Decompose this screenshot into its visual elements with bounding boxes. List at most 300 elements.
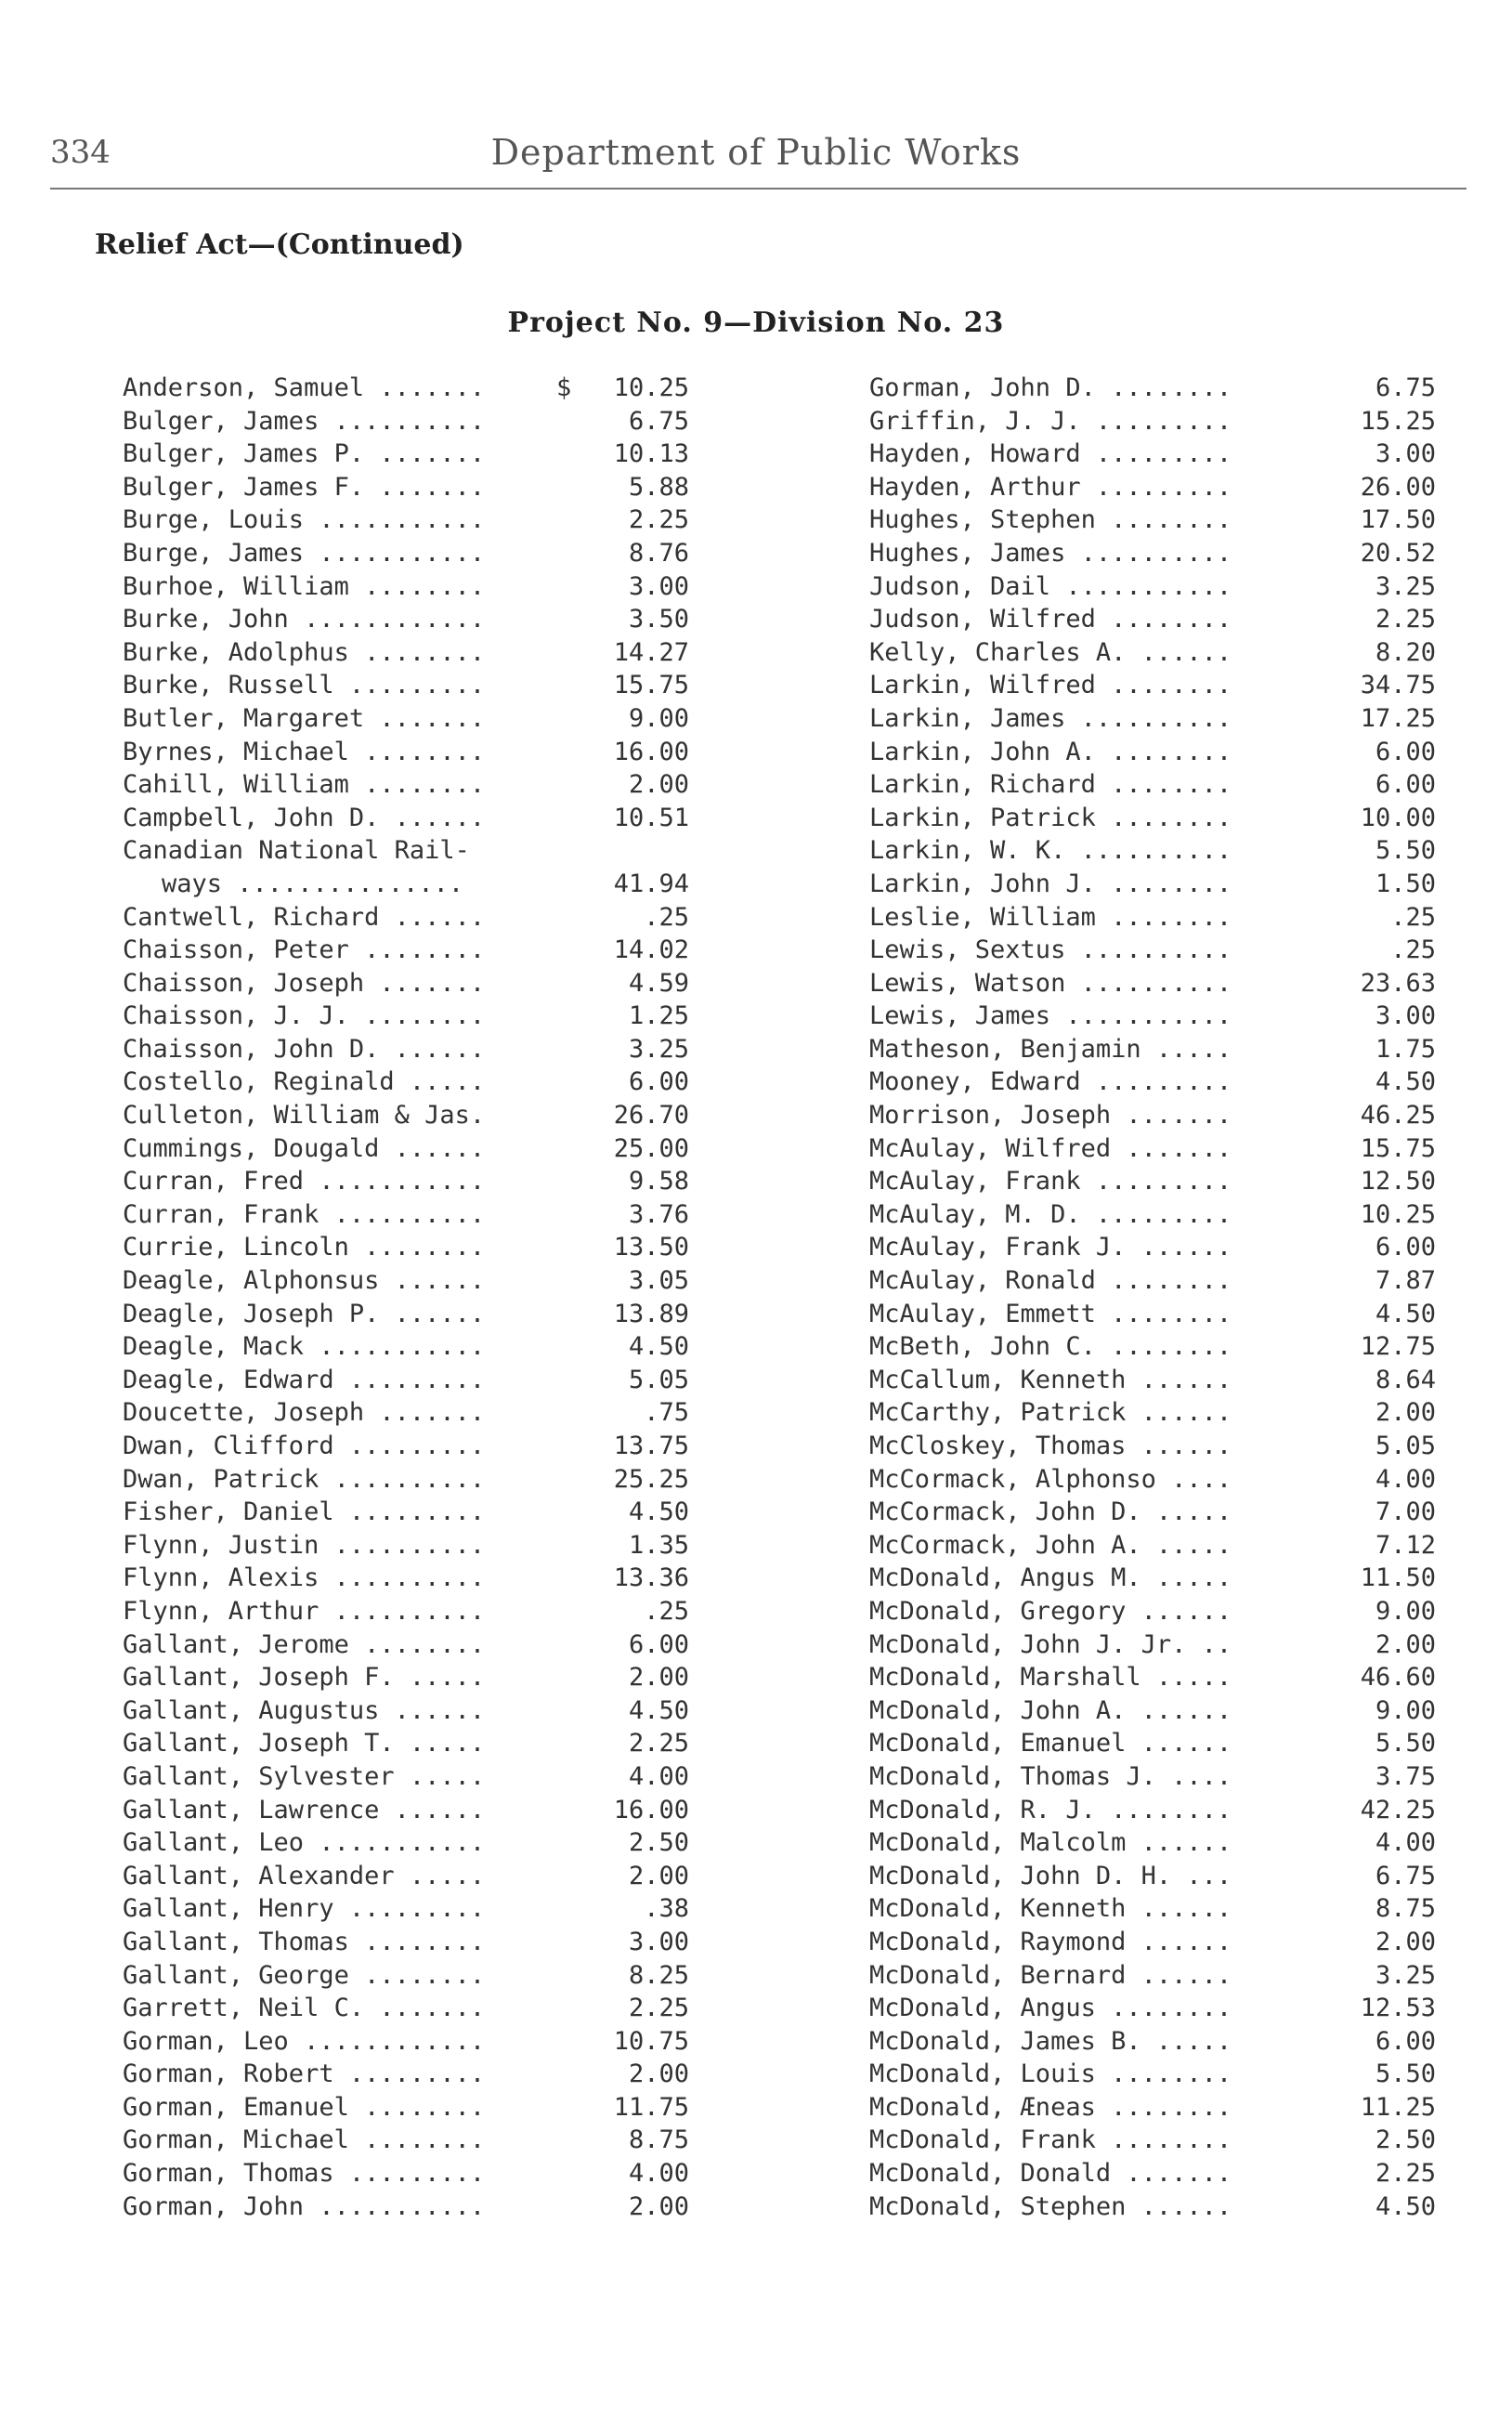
payee-name: Burhoe, William ........ <box>123 571 486 601</box>
section-title: Relief Act—(Continued) <box>95 229 464 261</box>
ledger-row <box>869 1231 1436 1264</box>
ledger-row <box>123 669 689 702</box>
ledger-row <box>123 768 689 802</box>
payee-name: McCloskey, Thomas ...... <box>869 1432 1232 1460</box>
ledger-row <box>869 2025 1436 2059</box>
ledger-row <box>123 372 689 405</box>
ledger-row <box>869 1430 1436 1463</box>
ledger-row <box>869 669 1436 702</box>
ledger-row <box>869 1694 1436 1728</box>
payment-amount: 7.12 <box>1375 1530 1436 1560</box>
payee-name: Burke, John ............ <box>123 605 486 634</box>
payment-amount: 11.50 <box>1360 1563 1436 1593</box>
payee-name: Larkin, Richard ........ <box>869 770 1232 800</box>
payee-name: Mooney, Edward ......... <box>869 1067 1232 1097</box>
payment-amount: 13.75 <box>613 1432 689 1460</box>
payment-amount: 2.00 <box>628 770 689 800</box>
payment-amount: 2.00 <box>1375 1629 1436 1659</box>
payment-amount: 5.05 <box>1375 1432 1436 1460</box>
payee-name: Bulger, James .......... <box>123 406 486 436</box>
payment-amount: 6.00 <box>628 1629 689 1659</box>
payee-name: Gallant, Henry ......... <box>123 1894 486 1924</box>
payment-amount: 8.75 <box>1375 1894 1436 1924</box>
payment-amount: 1.75 <box>1375 1034 1436 1064</box>
payee-name: Deagle, Mack ........... <box>123 1332 486 1362</box>
payment-amount: 15.25 <box>1360 406 1436 436</box>
payee-name: Chaisson, Peter ........ <box>123 935 486 965</box>
ledger-row <box>869 1892 1436 1926</box>
payee-name: Hayden, Arthur ......... <box>869 472 1232 502</box>
payee-name: McDonald, Raymond ...... <box>869 1927 1232 1956</box>
payment-amount: 2.25 <box>628 1729 689 1759</box>
ledger-row <box>869 901 1436 935</box>
payee-name: Flynn, Alexis .......... <box>123 1563 486 1593</box>
payee-name: Leslie, William ........ <box>869 902 1232 932</box>
payment-amount: 4.50 <box>628 1695 689 1725</box>
payee-name: Deagle, Joseph P. ...... <box>123 1299 486 1328</box>
payee-name: Burke, Russell ......... <box>123 671 486 700</box>
payment-amount: 8.64 <box>1375 1365 1436 1394</box>
payment-amount: 20.52 <box>1360 538 1436 568</box>
payment-amount: 17.50 <box>1360 505 1436 535</box>
payee-name: Gorman, John D. ........ <box>869 373 1232 402</box>
ledger-row <box>869 1926 1436 1959</box>
ledger-row <box>869 438 1436 471</box>
payment-amount: 2.00 <box>1375 1398 1436 1428</box>
payment-amount: 46.60 <box>1360 1663 1436 1693</box>
payment-amount: 8.20 <box>1375 637 1436 667</box>
payment-amount: 4.00 <box>628 2159 689 2189</box>
ledger-row <box>869 1099 1436 1132</box>
payment-amount: .25 <box>644 1596 689 1626</box>
payee-name: McAulay, M. D. ......... <box>869 1199 1232 1229</box>
ledger-row <box>123 1595 689 1628</box>
ledger-row <box>123 1794 689 1827</box>
payee-name: Gorman, Emanuel ........ <box>123 2092 486 2122</box>
ledger-row <box>869 1298 1436 1331</box>
ledger-row <box>869 1595 1436 1628</box>
payment-amount: 6.75 <box>1375 1861 1436 1890</box>
ledger-row <box>123 1760 689 1794</box>
payment-amount: 11.25 <box>1360 2092 1436 2122</box>
payee-name: Curran, Frank .......... <box>123 1199 486 1229</box>
payee-name: McCormack, John D. ..... <box>869 1497 1232 1527</box>
payment-amount: 11.75 <box>613 2092 689 2122</box>
payee-name: McDonald, Angus M. ..... <box>869 1563 1232 1593</box>
payee-name: Deagle, Alphonsus ...... <box>123 1266 486 1296</box>
payee-name: Gorman, John ........... <box>123 2191 486 2221</box>
payment-amount: .25 <box>644 902 689 932</box>
payment-amount: 25.00 <box>613 1133 689 1163</box>
payee-name: Gallant, George ........ <box>123 1960 486 1990</box>
ledger-row <box>123 537 689 570</box>
payment-amount: 13.89 <box>613 1299 689 1328</box>
ledger-row <box>869 1463 1436 1497</box>
ledger-row <box>869 1364 1436 1397</box>
dollar-sign: $ <box>556 373 572 402</box>
ledger-row <box>123 2190 689 2224</box>
payee-name: Dwan, Patrick .......... <box>123 1464 486 1494</box>
payee-name: McAulay, Ronald ........ <box>869 1266 1232 1296</box>
payee-name: McDonald, R. J. ........ <box>869 1795 1232 1824</box>
ledger-row <box>869 834 1436 868</box>
payee-name: Larkin, Wilfred ........ <box>869 671 1232 700</box>
payee-name: McCallum, Kenneth ...... <box>869 1365 1232 1394</box>
payee-name: ways ............... <box>162 869 464 898</box>
header-rule <box>50 188 1466 190</box>
payment-amount: 10.00 <box>1360 803 1436 832</box>
payee-name: Cummings, Dougald ...... <box>123 1133 486 1163</box>
payee-name: Anderson, Samuel ....... <box>123 373 486 402</box>
ledger-row <box>123 1430 689 1463</box>
payee-name: Griffin, J. J. ......... <box>869 406 1232 436</box>
ledger-row <box>123 1033 689 1066</box>
ledger-row <box>123 438 689 471</box>
ledger-row <box>869 1496 1436 1529</box>
payment-amount: 1.50 <box>1375 869 1436 898</box>
payment-amount: 6.00 <box>628 1067 689 1097</box>
payment-amount: 4.00 <box>1375 1464 1436 1494</box>
payee-name: Gallant, Lawrence ...... <box>123 1795 486 1824</box>
ledger-row <box>869 2157 1436 2190</box>
ledger-row <box>123 1198 689 1232</box>
payment-amount: 5.50 <box>1375 2059 1436 2089</box>
ledger-row <box>869 2058 1436 2091</box>
payee-name: Gallant, Thomas ........ <box>123 1927 486 1956</box>
payment-amount: 3.50 <box>628 605 689 634</box>
payment-amount: 2.00 <box>1375 1927 1436 1956</box>
payment-amount: 13.36 <box>613 1563 689 1593</box>
ledger-row <box>869 1330 1436 1364</box>
ledger-row <box>869 1132 1436 1166</box>
ledger-row <box>123 1231 689 1264</box>
payment-amount: 5.50 <box>1375 1729 1436 1759</box>
payment-amount: 12.75 <box>1360 1332 1436 1362</box>
payment-amount: 1.25 <box>628 1001 689 1031</box>
project-title: Project No. 9—Division No. 23 <box>507 307 1005 339</box>
payee-name: Judson, Dail ........... <box>869 571 1232 601</box>
payee-name: Kelly, Charles A. ...... <box>869 637 1232 667</box>
payee-name: Cahill, William ........ <box>123 770 486 800</box>
payment-amount: 3.25 <box>1375 1960 1436 1990</box>
payment-amount: 26.00 <box>1360 472 1436 502</box>
ledger-row <box>123 1463 689 1497</box>
payee-name: Flynn, Justin .......... <box>123 1530 486 1560</box>
payee-name: Fisher, Daniel ......... <box>123 1497 486 1527</box>
payment-amount: 46.25 <box>1360 1101 1436 1131</box>
ledger-row <box>869 503 1436 537</box>
payment-amount: 6.00 <box>1375 2026 1436 2056</box>
payment-amount: 13.50 <box>613 1233 689 1262</box>
payment-amount: 26.70 <box>613 1101 689 1131</box>
payment-amount: 3.00 <box>628 1927 689 1956</box>
ledger-row <box>869 471 1436 504</box>
payment-amount: 4.50 <box>1375 1299 1436 1328</box>
payment-amount: 3.00 <box>1375 439 1436 469</box>
ledger-row <box>869 537 1436 570</box>
ledger-row <box>123 1396 689 1430</box>
ledger-row <box>869 1562 1436 1595</box>
ledger-row <box>123 2157 689 2190</box>
ledger-row <box>123 1000 689 1033</box>
payment-amount: 8.76 <box>628 538 689 568</box>
ledger-row <box>123 1066 689 1099</box>
payee-name: McAulay, Frank J. ...... <box>869 1233 1232 1262</box>
ledger-row <box>869 1000 1436 1033</box>
payee-name: Canadian National Rail- <box>123 836 470 866</box>
payment-amount: 12.50 <box>1360 1167 1436 1196</box>
payment-amount: 10.13 <box>613 439 689 469</box>
payee-name: Gorman, Thomas ......... <box>123 2159 486 2189</box>
payee-name: McDonald, John J. Jr. .. <box>869 1629 1232 1659</box>
ledger-row <box>869 405 1436 438</box>
payee-name: Culleton, William & Jas. <box>123 1101 486 1131</box>
payment-amount: .25 <box>1390 902 1436 932</box>
payment-amount: 3.05 <box>628 1266 689 1296</box>
payment-amount: 23.63 <box>1360 968 1436 998</box>
payee-name: Gallant, Jerome ........ <box>123 1629 486 1659</box>
ledger-row <box>869 1529 1436 1563</box>
ledger-row <box>869 1959 1436 1993</box>
payee-name: Costello, Reginald ..... <box>123 1067 486 1097</box>
payee-name: Gallant, Joseph F. ..... <box>123 1663 486 1693</box>
payee-name: Burge, Louis ........... <box>123 505 486 535</box>
payment-amount: 4.50 <box>1375 1067 1436 1097</box>
payee-name: Larkin, James .......... <box>869 703 1232 733</box>
ledger-row <box>123 901 689 935</box>
payment-amount: 2.00 <box>628 1663 689 1693</box>
ledger-row <box>869 868 1436 901</box>
payment-amount: 2.00 <box>628 1861 689 1890</box>
ledger-row <box>123 702 689 736</box>
ledger-row <box>123 1529 689 1563</box>
payment-amount: 8.25 <box>628 1960 689 1990</box>
ledger-row <box>869 1826 1436 1860</box>
payment-amount: 3.25 <box>1375 571 1436 601</box>
payment-amount: 2.00 <box>628 2191 689 2221</box>
payment-amount: 4.00 <box>628 1761 689 1791</box>
ledger-row <box>123 802 689 835</box>
payee-name: McDonald, Æneas ........ <box>869 2092 1232 2122</box>
ledger-row <box>123 570 689 604</box>
payee-name: Bulger, James F. ....... <box>123 472 486 502</box>
ledger-row <box>123 1496 689 1529</box>
payment-amount: 2.25 <box>1375 2159 1436 2189</box>
payee-name: Morrison, Joseph ....... <box>869 1101 1232 1131</box>
page-number: 334 <box>50 134 111 171</box>
payee-name: Chaisson, John D. ...... <box>123 1034 486 1064</box>
payee-name: Cantwell, Richard ...... <box>123 902 486 932</box>
ledger-row <box>123 2025 689 2059</box>
payment-amount: 12.53 <box>1360 1994 1436 2023</box>
payee-name: McDonald, John D. H. ... <box>869 1861 1232 1890</box>
payment-amount: 6.75 <box>1375 373 1436 402</box>
payee-name: McAulay, Frank ......... <box>869 1167 1232 1196</box>
payee-name: Judson, Wilfred ........ <box>869 605 1232 634</box>
payment-amount: 4.59 <box>628 968 689 998</box>
ledger-row <box>869 1860 1436 1893</box>
ledger-row <box>123 1562 689 1595</box>
payee-name: Doucette, Joseph ....... <box>123 1398 486 1428</box>
ledger-row <box>123 1099 689 1132</box>
payment-amount: .75 <box>644 1398 689 1428</box>
payment-amount: 5.88 <box>628 472 689 502</box>
payee-name: Hughes, Stephen ........ <box>869 505 1232 535</box>
ledger-row <box>123 834 689 868</box>
ledger-row <box>123 1330 689 1364</box>
left-column <box>123 372 689 2223</box>
ledger-row <box>123 1264 689 1298</box>
ledger-row <box>123 2091 689 2125</box>
payment-amount: 9.00 <box>1375 1695 1436 1725</box>
payment-amount: 5.50 <box>1375 836 1436 866</box>
payment-amount: 5.05 <box>628 1365 689 1394</box>
payment-amount: 34.75 <box>1360 671 1436 700</box>
ledger-row <box>869 702 1436 736</box>
ledger-row <box>123 1132 689 1166</box>
payee-name: Currie, Lincoln ........ <box>123 1233 486 1262</box>
payment-amount: 15.75 <box>613 671 689 700</box>
ledger-row <box>123 1165 689 1198</box>
payee-name: McDonald, Kenneth ...... <box>869 1894 1232 1924</box>
payment-amount: 2.00 <box>628 2059 689 2089</box>
ledger-row <box>123 405 689 438</box>
ledger-row <box>123 1661 689 1694</box>
payee-name: Larkin, Patrick ........ <box>869 803 1232 832</box>
ledger-row <box>869 1727 1436 1760</box>
payee-name: Lewis, Watson .......... <box>869 968 1232 998</box>
payment-amount: 2.50 <box>1375 2125 1436 2155</box>
payee-name: Flynn, Arthur .......... <box>123 1596 486 1626</box>
payment-amount: 6.00 <box>1375 737 1436 766</box>
right-column <box>869 372 1436 2223</box>
payment-amount: 16.00 <box>613 737 689 766</box>
payee-name: Butler, Margaret ....... <box>123 703 486 733</box>
ledger-row <box>123 1959 689 1993</box>
ledger-row <box>869 1760 1436 1794</box>
payment-amount: 4.50 <box>628 1497 689 1527</box>
payment-amount: 4.50 <box>1375 2191 1436 2221</box>
payment-amount: 6.00 <box>1375 1233 1436 1262</box>
payment-amount: 3.00 <box>1375 1001 1436 1031</box>
ledger-row <box>869 570 1436 604</box>
ledger-row <box>869 736 1436 769</box>
ledger-row <box>869 2091 1436 2125</box>
payment-amount: 4.50 <box>628 1332 689 1362</box>
payment-amount: .25 <box>1390 935 1436 965</box>
ledger-row <box>123 736 689 769</box>
payee-name: Burge, James ........... <box>123 538 486 568</box>
payee-name: Curran, Fred ........... <box>123 1167 486 1196</box>
ledger-row <box>123 1628 689 1662</box>
running-head: Department of Public Works <box>490 132 1022 173</box>
payee-name: Byrnes, Michael ........ <box>123 737 486 766</box>
payment-amount: 9.00 <box>1375 1596 1436 1626</box>
payment-amount: 15.75 <box>1360 1133 1436 1163</box>
payment-amount: 3.25 <box>628 1034 689 1064</box>
ledger-row <box>869 768 1436 802</box>
ledger-row <box>869 934 1436 967</box>
payment-amount: 9.00 <box>628 703 689 733</box>
payee-name: Lewis, James ........... <box>869 1001 1232 1031</box>
payee-name: Gorman, Leo ............ <box>123 2026 486 2056</box>
payment-amount: 2.25 <box>1375 605 1436 634</box>
payee-name: McDonald, Thomas J. .... <box>869 1761 1232 1791</box>
ledger-row <box>869 603 1436 636</box>
ledger-row <box>869 1661 1436 1694</box>
payee-name: Gorman, Michael ........ <box>123 2125 486 2155</box>
payment-amount: 8.75 <box>628 2125 689 2155</box>
payee-name: McDonald, Angus ........ <box>869 1994 1232 2023</box>
ledger-row <box>123 934 689 967</box>
ledger-row <box>123 1926 689 1959</box>
ledger-row <box>123 1992 689 2025</box>
payment-amount: 10.51 <box>613 803 689 832</box>
ledger-row <box>123 2058 689 2091</box>
payment-amount: 3.75 <box>1375 1761 1436 1791</box>
payee-name: McDonald, James B. ..... <box>869 2026 1232 2056</box>
ledger-row <box>869 802 1436 835</box>
ledger-row <box>869 372 1436 405</box>
payment-amount: 42.25 <box>1360 1795 1436 1824</box>
ledger-row <box>869 2190 1436 2224</box>
ledger-row <box>123 1364 689 1397</box>
ledger-row <box>123 603 689 636</box>
payment-amount: 41.94 <box>613 869 689 898</box>
payment-amount: 10.75 <box>613 2026 689 2056</box>
ledger-row <box>123 1892 689 1926</box>
payee-name: Gallant, Leo ........... <box>123 1828 486 1858</box>
payee-name: Gorman, Robert ......... <box>123 2059 486 2089</box>
ledger-row <box>123 967 689 1000</box>
payee-name: Bulger, James P. ....... <box>123 439 486 469</box>
ledger-row <box>869 636 1436 670</box>
payee-name: Larkin, John J. ........ <box>869 869 1232 898</box>
ledger-row <box>123 1694 689 1728</box>
payment-amount: .38 <box>644 1894 689 1924</box>
payment-amount: 7.87 <box>1375 1266 1436 1296</box>
ledger-row <box>123 471 689 504</box>
ledger-row <box>123 503 689 537</box>
ledger-row <box>869 1628 1436 1662</box>
payee-name: Chaisson, J. J. ........ <box>123 1001 486 1031</box>
payment-amount: 10.25 <box>1360 1199 1436 1229</box>
ledger-row <box>869 1198 1436 1232</box>
payee-name: Garrett, Neil C. ....... <box>123 1994 486 2023</box>
ledger-row <box>869 1992 1436 2025</box>
ledger-row <box>869 1165 1436 1198</box>
payment-amount: 16.00 <box>613 1795 689 1824</box>
payment-amount: 6.75 <box>628 406 689 436</box>
payee-name: McDonald, John A. ...... <box>869 1695 1232 1725</box>
payee-name: McDonald, Donald ....... <box>869 2159 1232 2189</box>
payee-name: Matheson, Benjamin ..... <box>869 1034 1232 1064</box>
ledger-row <box>123 1860 689 1893</box>
payment-amount: 25.25 <box>613 1464 689 1494</box>
payee-name: Larkin, John A. ........ <box>869 737 1232 766</box>
payment-amount: 3.76 <box>628 1199 689 1229</box>
payee-name: Gallant, Sylvester ..... <box>123 1761 486 1791</box>
payee-name: Hughes, James .......... <box>869 538 1232 568</box>
payee-name: Hayden, Howard ......... <box>869 439 1232 469</box>
ledger-row <box>123 636 689 670</box>
payment-amount: 7.00 <box>1375 1497 1436 1527</box>
payee-name: Gallant, Alexander ..... <box>123 1861 486 1890</box>
payee-name: McAulay, Emmett ........ <box>869 1299 1232 1328</box>
payee-name: McDonald, Marshall ..... <box>869 1663 1232 1693</box>
ledger-row <box>869 1066 1436 1099</box>
payee-name: McDonald, Bernard ...... <box>869 1960 1232 1990</box>
